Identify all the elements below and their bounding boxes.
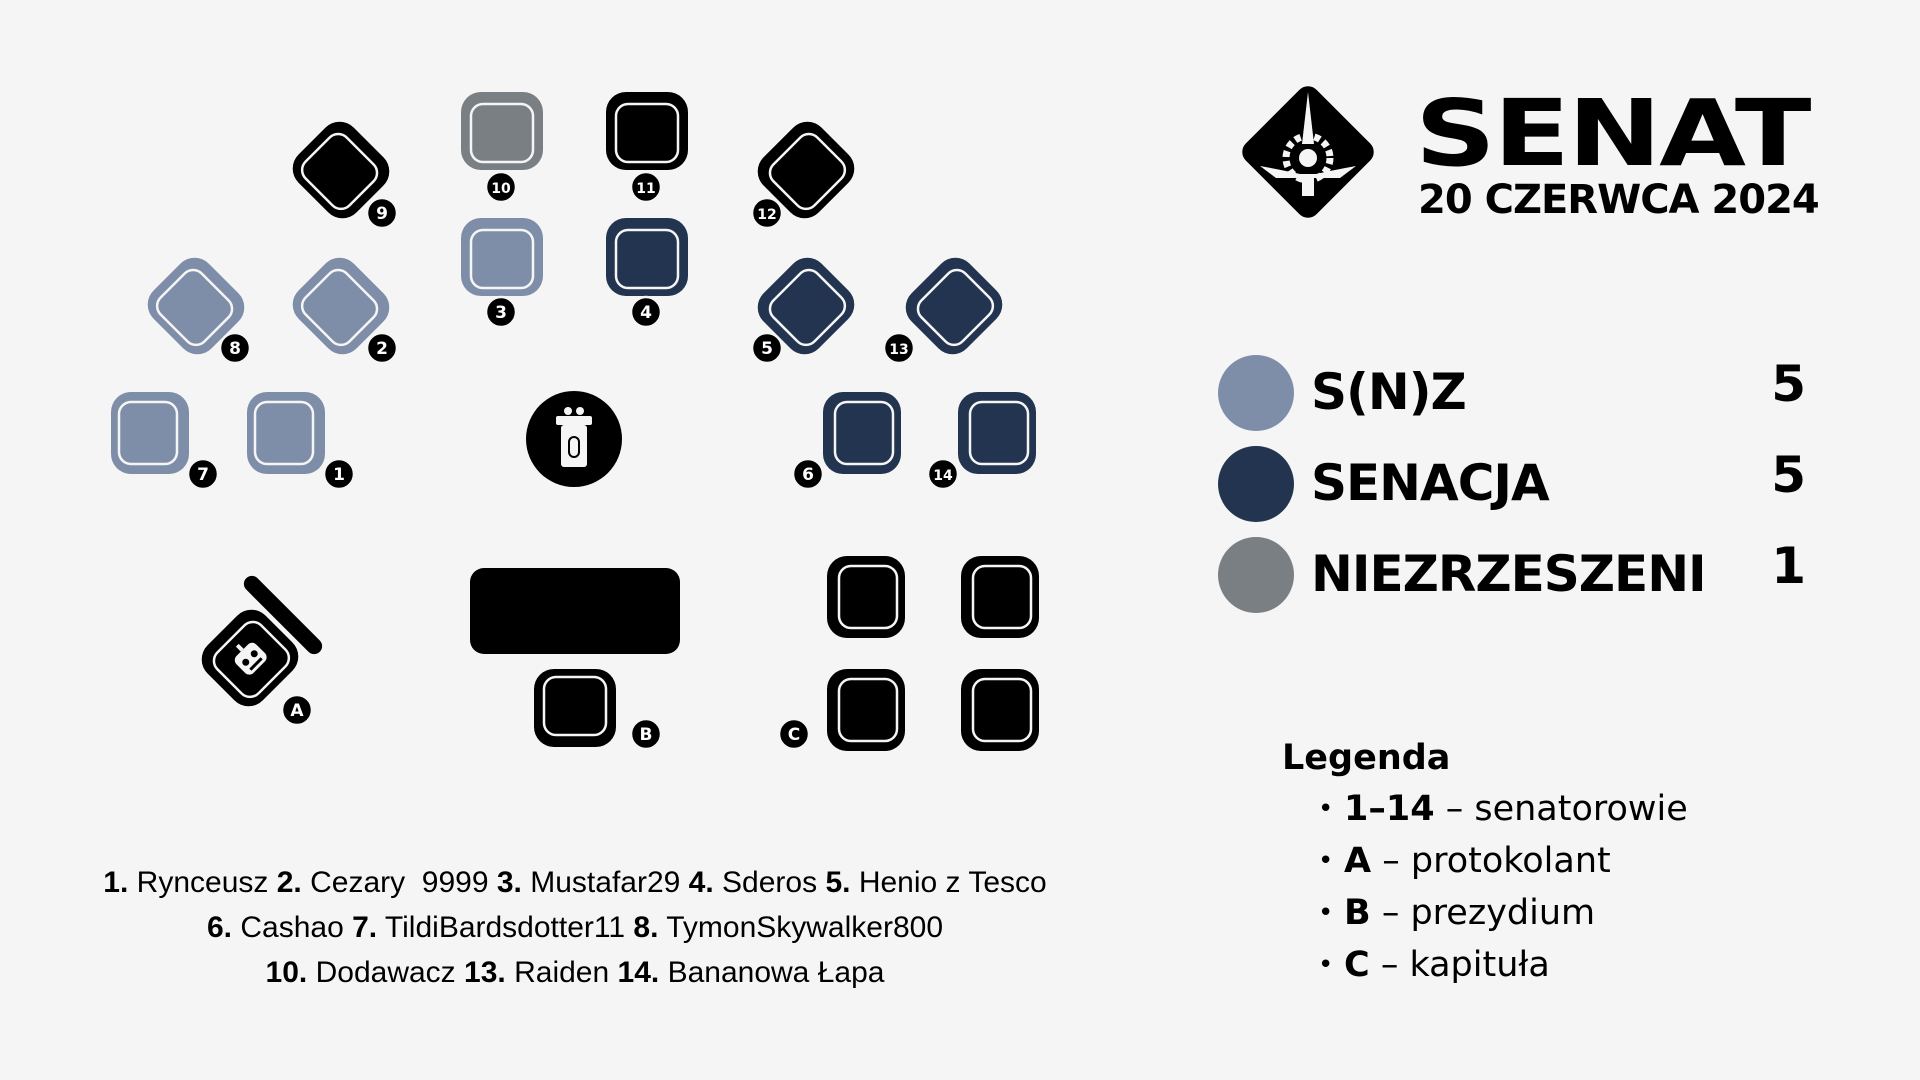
seat-1 <box>247 392 325 474</box>
party-row-niezrzeszeni <box>1218 537 1818 613</box>
names-line: 10. Dodawacz 13. Raiden 14. Bananowa Łapa <box>265 956 885 989</box>
svg-text:2: 2 <box>376 339 388 359</box>
podium-icon <box>526 391 622 487</box>
party-color-dot <box>1218 446 1294 522</box>
svg-text:8: 8 <box>229 339 241 359</box>
station-c-chair <box>961 556 1039 638</box>
party-row-senacja <box>1218 446 1818 522</box>
seat-14 <box>958 392 1036 474</box>
party-name: S(N)Z <box>1311 363 1466 421</box>
page-title: SENAT <box>1415 80 1809 187</box>
seat-number-badge <box>631 297 661 327</box>
names-line: 1. Rynceusz 2. Cezary 9999 3. Mustafar29 4. Sderos 5. Henio z Tesco <box>103 866 1047 899</box>
station-c-chair <box>827 669 905 751</box>
svg-text:13: 13 <box>889 342 909 358</box>
seat-10 <box>461 92 543 170</box>
legend-item: • B – prezydium <box>1318 893 1596 933</box>
session-date: 20 CZERWCA 2024 <box>1418 177 1819 223</box>
seat-number-badge <box>631 172 661 202</box>
party-count: 5 <box>1771 446 1806 504</box>
seat-number-badge <box>486 297 516 327</box>
svg-text:11: 11 <box>636 181 656 197</box>
svg-text:4: 4 <box>640 303 652 323</box>
svg-text:9: 9 <box>376 204 388 224</box>
seat-number-badge <box>884 333 914 363</box>
seat-number-badge <box>631 719 661 749</box>
svg-text:12: 12 <box>757 207 777 223</box>
presidium-table <box>470 568 680 654</box>
svg-text:5: 5 <box>761 339 773 359</box>
seat-number-badge <box>282 695 312 725</box>
party-count: 1 <box>1771 537 1806 595</box>
legend-item: • 1–14 – senatorowie <box>1318 789 1688 829</box>
senat-logo-icon <box>1230 74 1386 230</box>
seat-number-badge <box>324 459 354 489</box>
legend-item: • C – kapituła <box>1318 945 1550 985</box>
seat-number-badge <box>928 459 958 489</box>
legend-item: • A – protokolant <box>1318 841 1611 881</box>
station-b-chair <box>534 669 616 747</box>
svg-text:7: 7 <box>197 465 209 485</box>
seat-number-badge <box>188 459 218 489</box>
seat-number-badge <box>752 198 782 228</box>
svg-text:B: B <box>639 725 653 745</box>
seat-number-badge <box>752 333 782 363</box>
svg-text:6: 6 <box>802 465 814 485</box>
seat-4 <box>606 218 688 296</box>
legend-list <box>1318 783 1688 991</box>
party-name: SENACJA <box>1311 454 1549 512</box>
seat-number-badge <box>367 198 397 228</box>
party-name: NIEZRZESZENI <box>1311 545 1706 603</box>
seat-number-badge <box>486 172 516 202</box>
seat-7 <box>111 392 189 474</box>
seat-6 <box>823 392 901 474</box>
party-color-dot <box>1218 355 1294 431</box>
svg-text:1: 1 <box>333 465 345 485</box>
party-color-dot <box>1218 537 1294 613</box>
svg-text:10: 10 <box>491 181 511 197</box>
seat-number-badge <box>779 719 809 749</box>
legend-title: Legenda <box>1282 738 1451 778</box>
seat-11 <box>606 92 688 170</box>
senator-names <box>40 860 1110 995</box>
seat-3 <box>461 218 543 296</box>
floor-plan <box>0 0 1180 820</box>
svg-text:14: 14 <box>933 468 953 484</box>
names-line: 6. Cashao 7. TildiBardsdotter11 8. TymonSkywalker800 <box>206 911 944 944</box>
svg-text:3: 3 <box>495 303 507 323</box>
seat-number-badge <box>367 333 397 363</box>
seat-number-badge <box>220 333 250 363</box>
station-c-chair <box>961 669 1039 751</box>
station-c-chair <box>827 556 905 638</box>
party-row-snz <box>1218 355 1818 431</box>
seat-number-badge <box>793 459 823 489</box>
svg-text:A: A <box>290 701 304 721</box>
svg-text:C: C <box>787 725 801 745</box>
party-count: 5 <box>1771 355 1806 413</box>
